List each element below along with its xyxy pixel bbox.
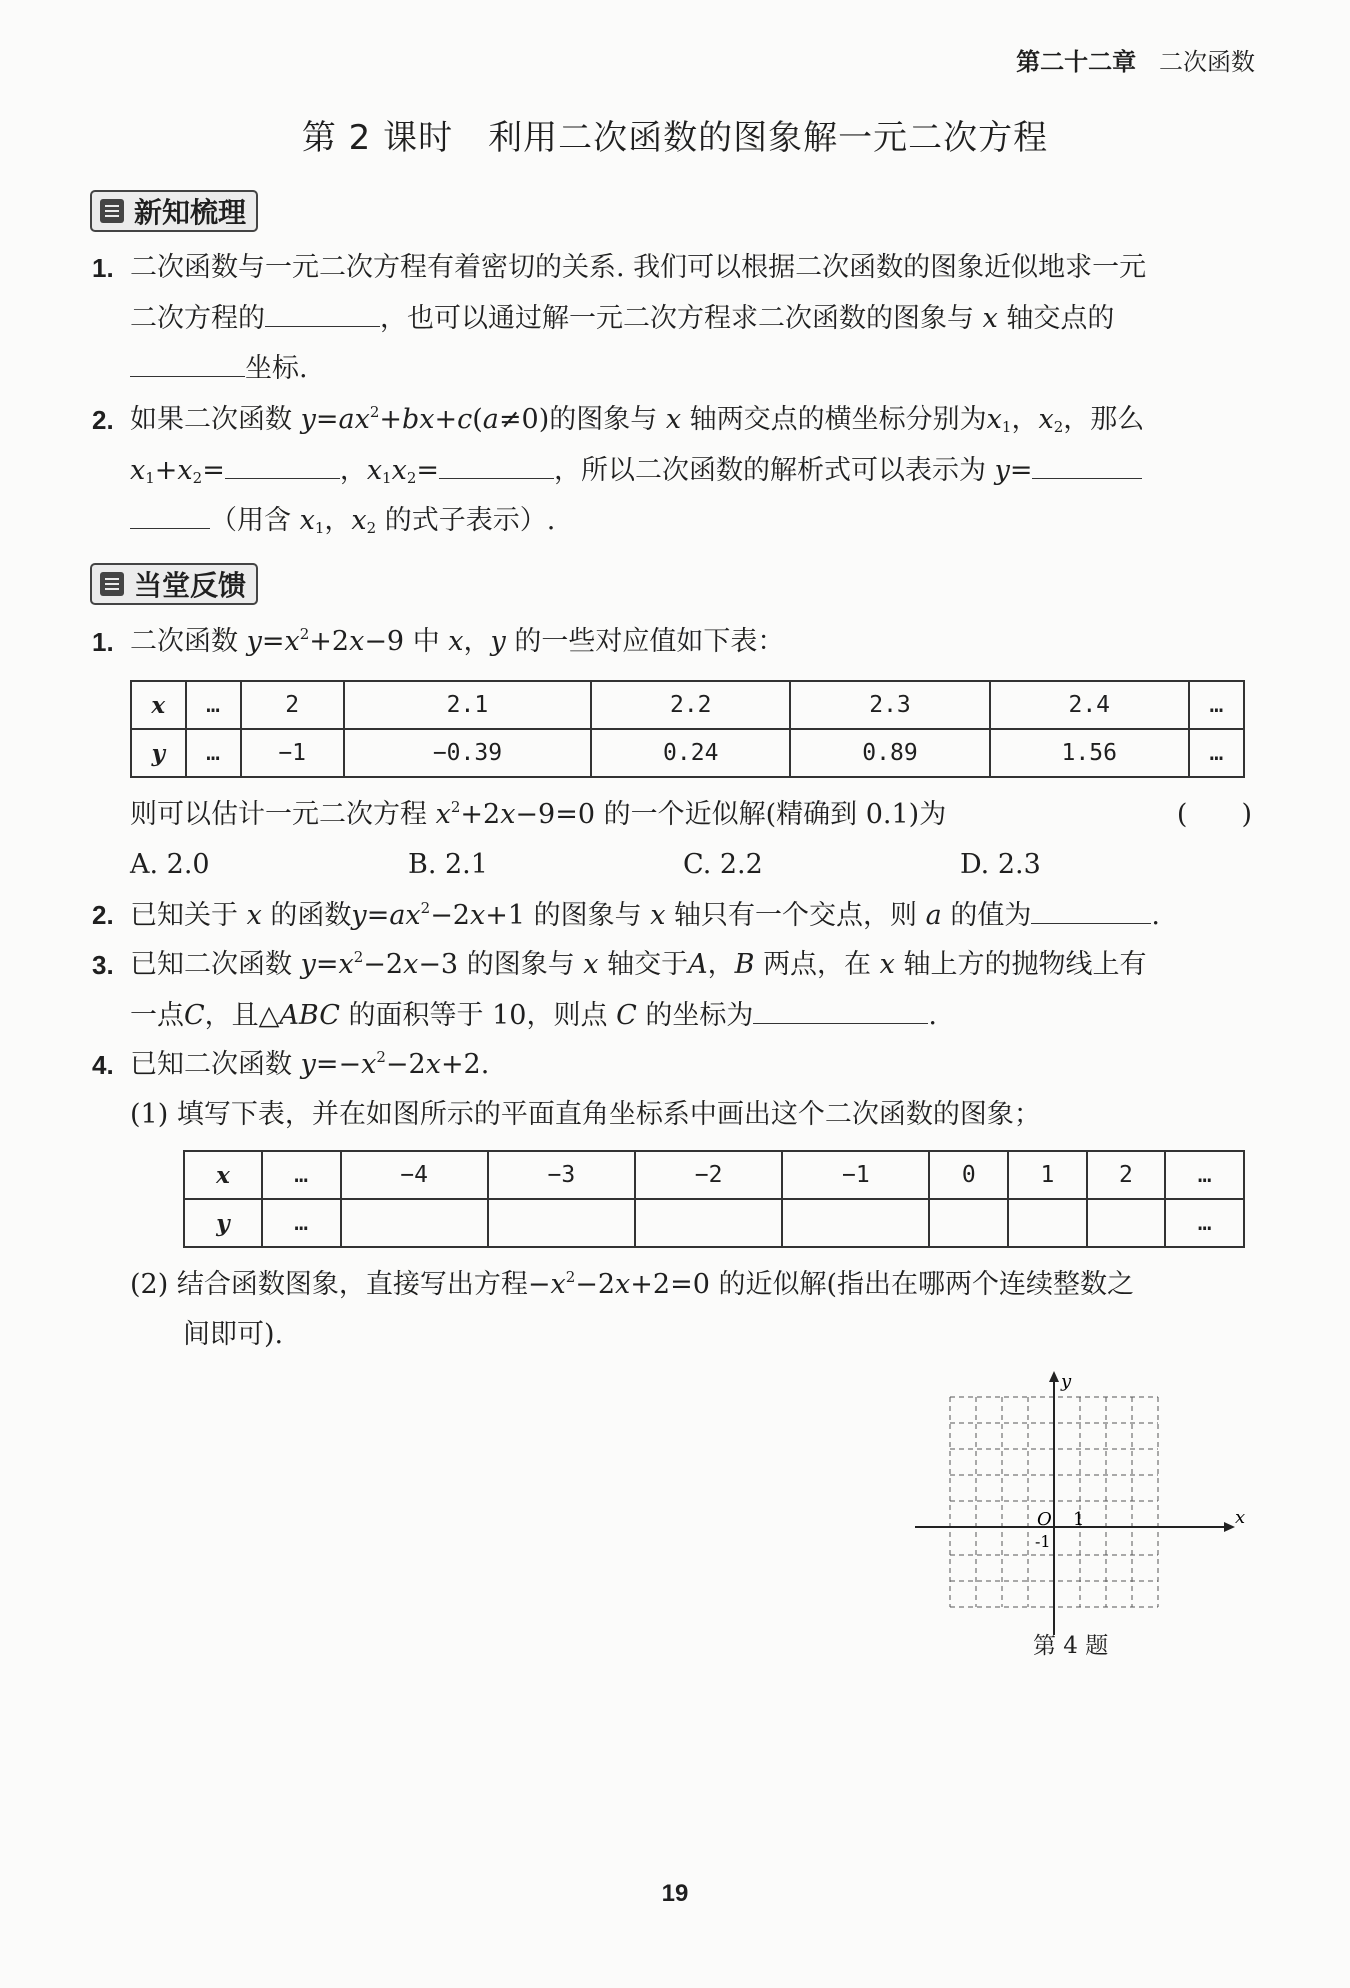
text-segment: 二次函数 <box>130 626 238 657</box>
table-cell: −1 <box>241 729 344 777</box>
question-number: 2. <box>92 405 114 435</box>
page-number: 19 <box>661 1880 689 1907</box>
answer-parentheses[interactable]: ( ) <box>1176 799 1252 830</box>
table-row <box>184 1199 1244 1247</box>
table-cell: 2.4 <box>990 681 1189 729</box>
answer-blank[interactable] <box>130 500 210 529</box>
text-segment: 的面积等于 10，则点 <box>348 1000 608 1031</box>
option-d[interactable]: D. 2.3 <box>960 849 1041 880</box>
table-cell: y <box>184 1199 262 1247</box>
table-cell: 2.2 <box>591 681 790 729</box>
text-segment: 坐标. <box>245 353 308 384</box>
section-label: 新知梳理 <box>134 196 247 229</box>
table-cell: 2.1 <box>344 681 591 729</box>
table-cell: … <box>262 1199 341 1247</box>
section-label: 当堂反馈 <box>134 569 247 602</box>
table-cell: 0 <box>929 1151 1008 1199</box>
option-c[interactable]: C. 2.2 <box>683 849 763 880</box>
answer-blank[interactable] <box>1032 450 1142 479</box>
tick-label-one: 1 <box>1073 1509 1085 1530</box>
option-a[interactable]: A. 2.0 <box>130 849 210 880</box>
text-segment: 的坐标为 <box>645 1000 754 1031</box>
table-cell: … <box>186 681 241 729</box>
section-class-feedback <box>90 563 258 605</box>
question-number: 1. <box>92 627 114 657</box>
table-input-cell[interactable] <box>488 1199 635 1247</box>
subject-label: 二次函数 <box>1159 48 1255 76</box>
x-axis-arrow <box>1224 1522 1235 1532</box>
table-cell: −3 <box>488 1151 635 1199</box>
text-segment: 轴只有一个交点，则 <box>674 900 918 931</box>
text-segment: 则可以估计一元二次方程 <box>130 799 427 830</box>
table-cell: y <box>131 729 186 777</box>
table-cell: 0.24 <box>591 729 790 777</box>
text-segment: 已知二次函数 <box>130 1049 292 1080</box>
answer-blank[interactable] <box>1031 895 1151 924</box>
question-number: 3. <box>92 950 114 980</box>
tick-label-neg-one: -1 <box>1035 1532 1051 1551</box>
y-axis-arrow <box>1049 1371 1059 1382</box>
text-segment: 轴交点的 <box>1006 303 1115 334</box>
text-segment: 二次方程的 <box>130 303 265 334</box>
table-row <box>131 729 1244 777</box>
text-segment: 中 <box>412 626 440 657</box>
text-segment: 两点，在 <box>763 949 872 980</box>
value-table <box>130 680 1245 778</box>
text-segment: ，也可以通过解一元二次方程求二次函数的图象与 <box>380 303 974 334</box>
subquestion-1: (1) 填写下表，并在如图所示的平面直角坐标系中画出这个二次函数的图象； <box>130 1099 1041 1130</box>
question-number: 1. <box>92 253 114 283</box>
question-text: 如果二次函数 $y=ax^2+bx+c(a\ne 0)$的图象与 x 轴两交点的横坐标分别为$x_1$，$x_2$，那么 <box>130 403 1145 436</box>
text-segment: 的一个近似解(精确到 0.1)为 <box>603 799 947 830</box>
origin-label: O <box>1037 1509 1052 1530</box>
text-segment: 的近似解(指出在哪两个连续整数之 <box>718 1269 1135 1300</box>
table-cell: … <box>1189 681 1244 729</box>
text-segment: 的图象与 <box>549 404 658 435</box>
text-segment: 的图象与 <box>533 900 642 931</box>
table-cell: 2 <box>1087 1151 1166 1199</box>
lesson-title: 第 2 课时 利用二次函数的图象解一元二次方程 <box>301 118 1049 158</box>
table-cell: … <box>1165 1199 1244 1247</box>
question-number: 2. <box>92 900 114 930</box>
question-text: 一点C，且△ABC 的面积等于 10，则点 C 的坐标为 . <box>130 995 937 1036</box>
y-axis-label: y <box>1061 1371 1072 1392</box>
text-segment: 轴上方的抛物线上有 <box>903 949 1147 980</box>
text-segment: ，那么 <box>1063 404 1145 435</box>
text-segment: ，所以二次函数的解析式可以表示为 <box>554 455 986 486</box>
section-new-knowledge <box>90 190 258 232</box>
table-cell: x <box>184 1151 262 1199</box>
answer-blank[interactable] <box>225 450 340 479</box>
question-text <box>130 348 308 389</box>
answer-blank[interactable] <box>753 995 928 1024</box>
question-text: 二次函数 $y=x^2+2x-9$ 中 x，y 的一些对应值如下表： <box>130 625 785 657</box>
table-input-cell[interactable] <box>1087 1199 1166 1247</box>
table-input-cell[interactable] <box>929 1199 1008 1247</box>
table-cell: 2.3 <box>790 681 989 729</box>
chapter-header <box>1016 42 1255 77</box>
answer-blank[interactable] <box>265 298 380 327</box>
table-input-cell[interactable] <box>782 1199 929 1247</box>
text-segment: (2) 结合函数图象，直接写出方程 <box>130 1269 528 1300</box>
table-cell: −1 <box>782 1151 929 1199</box>
text-segment: 已知二次函数 <box>130 949 292 980</box>
text-segment: 已知关于 <box>130 900 238 931</box>
question-text: $x_1+x_2=$ ，$x_1x_2=$ ，所以二次函数的解析式可以表示为 y= <box>130 450 1142 491</box>
table-cell: 2 <box>241 681 344 729</box>
text-segment: 的式子表示）. <box>384 505 556 536</box>
text-segment: 如果二次函数 <box>130 404 292 435</box>
question-text: 则可以估计一元二次方程 $x^2+2x-9=0$ 的一个近似解(精确到 0.1)为 <box>130 798 947 830</box>
table-cell: … <box>1189 729 1244 777</box>
subquestion-2: (2) 结合函数图象，直接写出方程$-x^2-2x+2=0$ 的近似解(指出在哪两个连续整数之 <box>130 1268 1135 1300</box>
table-cell: … <box>1165 1151 1244 1199</box>
text-segment: ，且△ <box>204 1000 280 1031</box>
table-row <box>131 681 1244 729</box>
question-text: 二次函数与一元二次方程有着密切的关系. 我们可以根据二次函数的图象近似地求一元 <box>130 252 1147 283</box>
text-segment: 轴两交点的横坐标分别为 <box>689 404 987 435</box>
table-cell: 1 <box>1008 1151 1087 1199</box>
table-input-cell[interactable] <box>635 1199 782 1247</box>
table-cell: x <box>131 681 186 729</box>
question-text: 已知二次函数 $y=x^2-2x-3$ 的图象与 x 轴交于A，B 两点，在 x 轴上方的抛物线上有 <box>130 948 1147 980</box>
text-segment: 的一些对应值如下表： <box>514 626 785 657</box>
table-input-cell[interactable] <box>1008 1199 1087 1247</box>
text-segment: 的值为 <box>950 900 1032 931</box>
text-segment: （用含 <box>210 505 291 536</box>
question-text: 已知关于 x 的函数$y=ax^2-2x+1$ 的图象与 x 轴只有一个交点，则 a 的值为 . <box>130 895 1160 936</box>
figure-caption: 第 4 题 <box>1033 1633 1109 1659</box>
table-input-cell[interactable] <box>341 1199 488 1247</box>
table-cell: … <box>262 1151 341 1199</box>
table-cell: … <box>186 729 241 777</box>
option-b[interactable]: B. 2.1 <box>408 849 488 880</box>
question-text: 已知二次函数 $y=-x^2-2x+2$. <box>130 1048 490 1080</box>
text-segment: 的函数 <box>270 900 352 931</box>
table-row <box>184 1151 1244 1199</box>
answer-blank[interactable] <box>130 348 245 377</box>
text-segment: 的图象与 <box>466 949 575 980</box>
table-cell: 1.56 <box>990 729 1189 777</box>
text-segment: 一点 <box>130 1000 184 1031</box>
text-segment: 轴交于 <box>607 949 689 980</box>
book-icon <box>100 199 124 223</box>
table-cell: −2 <box>635 1151 782 1199</box>
subquestion-2-cont: 间即可). <box>183 1319 284 1350</box>
question-text: 二次方程的 ，也可以通过解一元二次方程求二次函数的图象与 x 轴交点的 <box>130 298 1114 339</box>
answer-blank[interactable] <box>439 450 554 479</box>
question-number: 4. <box>92 1050 114 1080</box>
pencil-icon <box>100 572 124 596</box>
fill-table <box>183 1150 1245 1248</box>
table-cell: −0.39 <box>344 729 591 777</box>
x-axis-label: x <box>1235 1507 1246 1528</box>
question-text: （用含 $x_1$，$x_2$ 的式子表示）. <box>130 500 555 541</box>
table-cell: −4 <box>341 1151 488 1199</box>
chapter-label: 第二十二章 <box>1016 48 1137 76</box>
table-cell: 0.89 <box>790 729 989 777</box>
